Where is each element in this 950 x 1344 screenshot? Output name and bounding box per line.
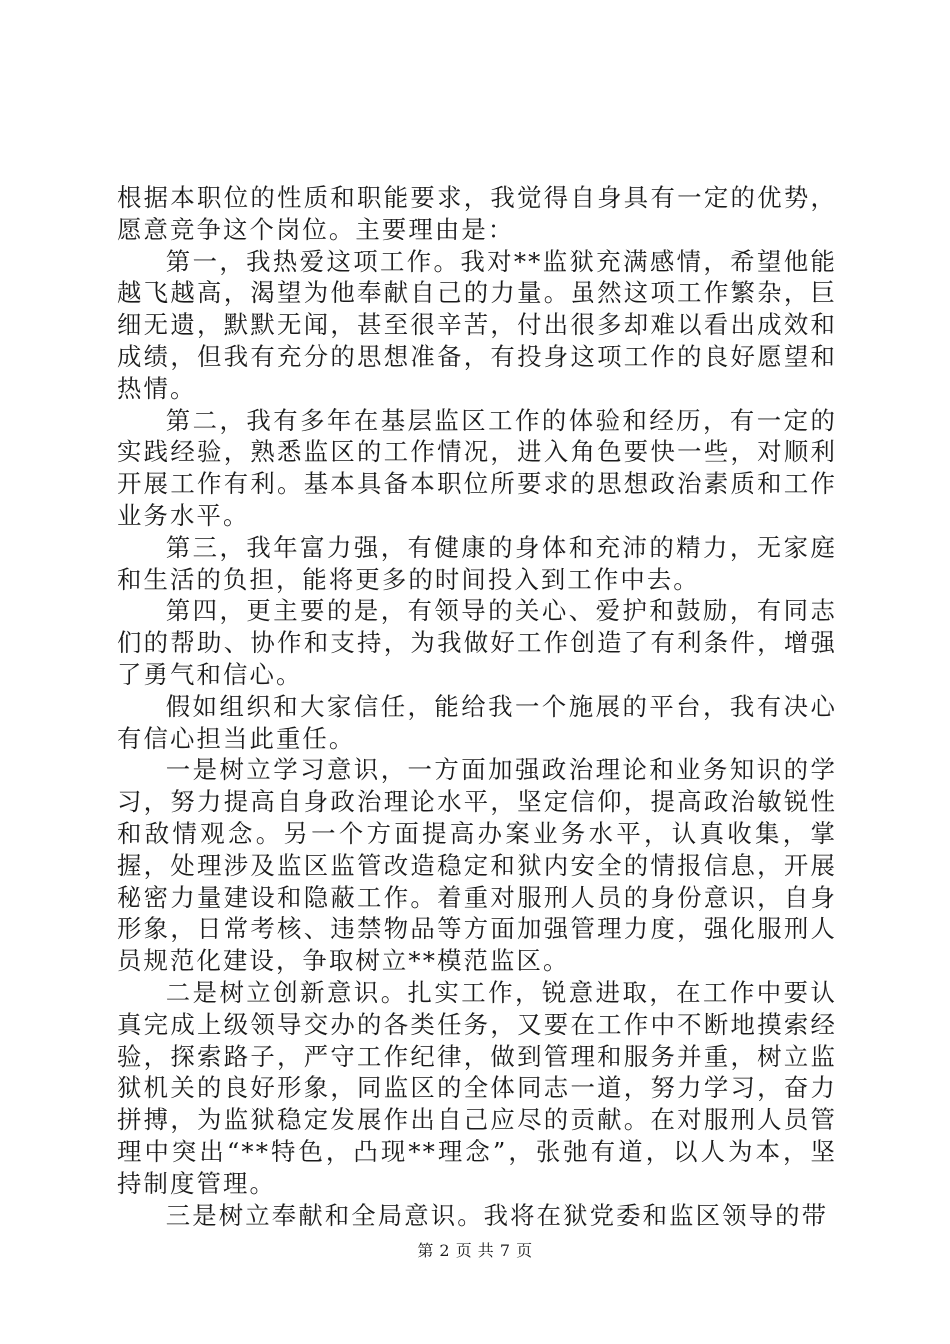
paragraph-commitment: 假如组织和大家信任，能给我一个施展的平台，我有决心有信心担当此重任。 — [117, 691, 837, 753]
paragraph-reason-2: 第二，我有多年在基层监区工作的体验和经历，有一定的实践经验，熟悉监区的工作情况，进入角色要快一些，对顺利开展工作有利。基本具备本职位所要求的思想政治素质和工作业务水平。 — [117, 405, 837, 530]
paragraph-reason-4: 第四，更主要的是，有领导的关心、爱护和鼓励，有同志们的帮助、协作和支持，为我做好工作创造了有利条件，增强了勇气和信心。 — [117, 596, 837, 689]
paragraph-reason-1: 第一，我热爱这项工作。我对**监狱充满感情，希望他能越飞越高，渴望为他奉献自己的力量。虽然这项工作繁杂，巨细无遗，默默无闻，甚至很辛苦，付出很多却难以看出成效和成绩，但我有充分的思想准备，有投身这项工作的良好愿望和热情。 — [117, 246, 837, 403]
paragraph-intro: 根据本职位的性质和职能要求，我觉得自身具有一定的优势，愿意竞争这个岗位。主要理由是： — [117, 183, 837, 244]
paragraph-reason-3: 第三，我年富力强，有健康的身体和充沛的精力，无家庭和生活的负担，能将更多的时间投入到工作中去。 — [117, 532, 837, 594]
paragraph-plan-2: 二是树立创新意识。扎实工作，锐意进取，在工作中要认真完成上级领导交办的各类任务，又要在工作中不断地摸索经验，探索路子，严守工作纪律，做到管理和服务并重，树立监狱机关的良好形象，同监区的全体同志一道，努力学习，奋力拼搏，为监狱稳定发展作出自己应尽的贡献。在对服刑人员管理中突出“**特色，凸现**理念”，张弛有道，以人为本，坚持制度管理。 — [117, 977, 837, 1198]
paragraph-plan-3: 三是树立奉献和全局意识。我将在狱党委和监区领导的带 — [165, 1200, 829, 1230]
page-footer: 第 2 页 共 7 页 — [417, 1241, 533, 1260]
paragraph-plan-1: 一是树立学习意识，一方面加强政治理论和业务知识的学习，努力提高自身政治理论水平，坚定信仰，提高政治敏锐性和敌情观念。另一个方面提高办案业务水平，认真收集，掌握，处理涉及监区监管改造稳定和狱内安全的情报信息，开展秘密力量建设和隐蔽工作。着重对服刑人员的身份意识，自身形象，日常考核、违禁物品等方面加强管理力度，强化服刑人员规范化建设，争取树立**模范监区。 — [117, 755, 837, 976]
document-body — [117, 182, 837, 1231]
